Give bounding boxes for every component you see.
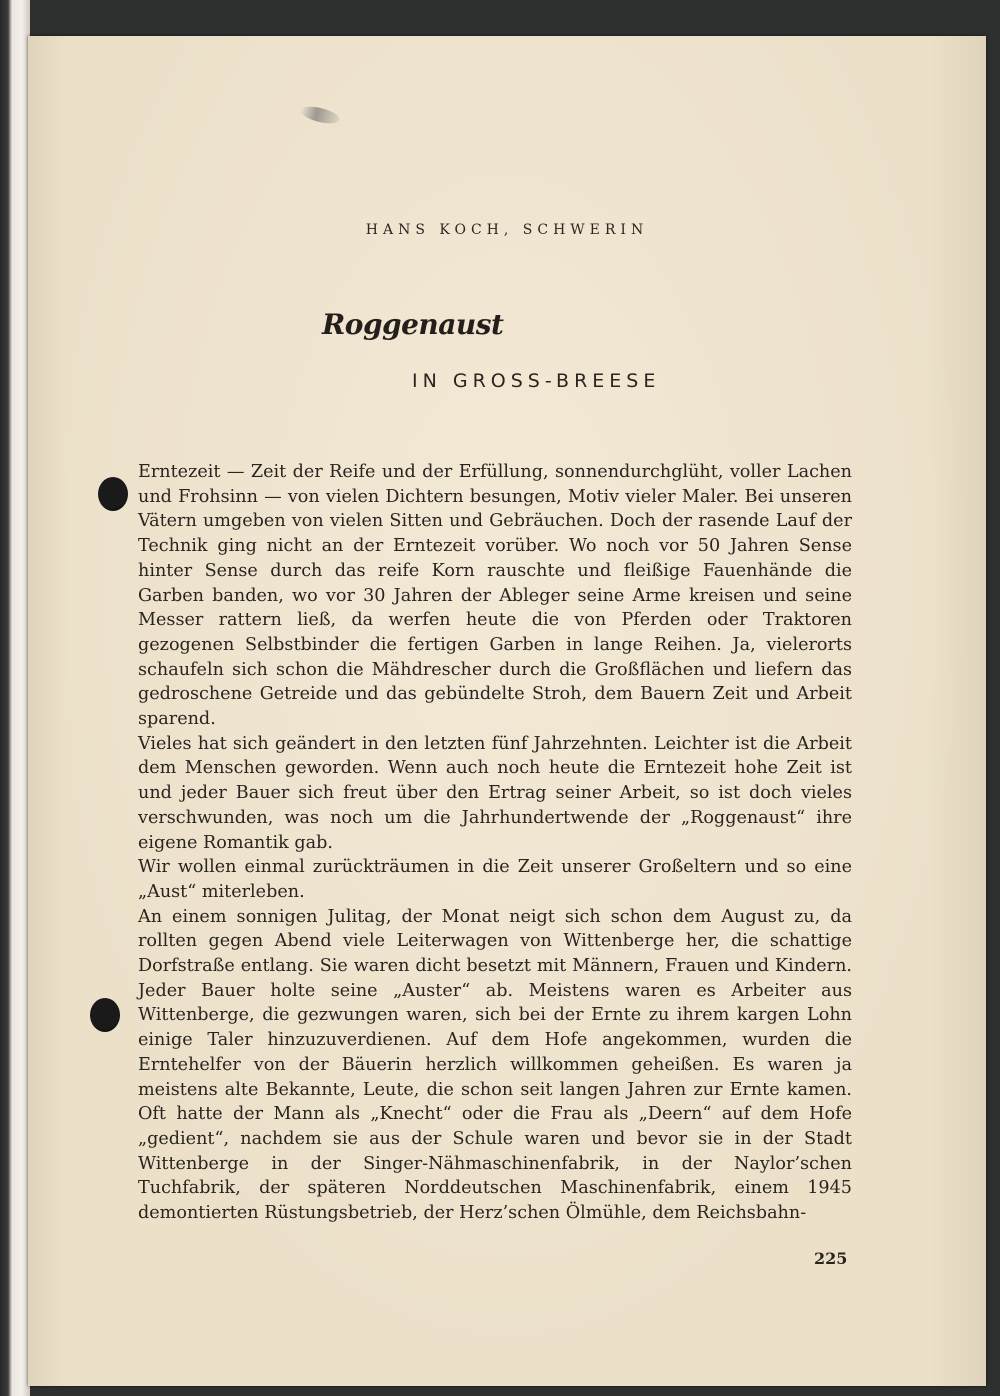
article-subtitle: IN GROSS-BREESE	[412, 370, 661, 392]
book-spine-edge	[0, 0, 30, 1396]
stain-mark	[299, 103, 341, 126]
paragraph: An einem sonnigen Julitag, der Monat neigt sich schon dem August zu, da rollten gegen Abend viele Leiterwagen von Wittenberge her, die schattige Dorfstraße entlang. Sie waren dicht besetzt mit Männern, Frauen und Kindern. Jeder Bauer holte seine „Auster“ ab. Meistens waren es Arbeiter aus Wittenberge, die gezwungen waren, sich bei der Ernte zu ihrem kargen Lohn einige Taler hinzuzuverdienen. Auf dem Hofe angekommen, wurden die Erntehelfer von der Bäuerin herzlich willkommen geheißen. Es waren ja meistens alte Bekannte, Leute, die schon seit langen Jahren zur Ernte kamen. Oft hatte der Mann als „Knecht“ oder die Frau als „Deern“ auf dem Hofe „gedient“, nachdem sie aus der Schule waren und bevor sie in der Stadt Wittenberge in der Singer-Nähmaschinenfabrik, in der Naylor’schen Tuchfabrik, der späteren Norddeutschen Maschinenfabrik, einem 1945 demontierten Rüstungsbetrieb, der Herz’schen Ölmühle, dem Reichsbahn-	[138, 906, 852, 1224]
article-title: Roggenaust	[322, 308, 504, 341]
page-number: 225	[814, 1249, 848, 1268]
punch-hole	[98, 477, 128, 511]
article-body	[138, 460, 852, 1226]
book-page	[28, 36, 986, 1386]
punch-hole	[90, 998, 120, 1032]
paragraph: Vieles hat sich geändert in den letzten fünf Jahrzehnten. Leichter ist die Arbeit dem Menschen geworden. Wenn auch noch heute die Erntezeit hohe Zeit ist und jeder Bauer sich freut über den Ertrag seiner Arbeit, so ist doch vieles verschwunden, was noch um die Jahrhundertwende der „Roggenaust“ ihre eigene Romantik gab.	[138, 733, 852, 853]
paragraph: Wir wollen einmal zurückträumen in die Zeit unserer Großeltern und so eine „Aust“ miterleben.	[138, 857, 852, 902]
paragraph: Erntezeit — Zeit der Reife und der Erfüllung, sonnendurchglüht, voller Lachen und Frohsinn — von vielen Dichtern besungen, Motiv vieler Maler. Bei unseren Vätern umgeben von vielen Sitten und Gebräuchen. Doch der rasende Lauf der Technik ging nicht an der Erntezeit vorüber. Wo noch vor 50 Jahren Sense hinter Sense durch das reife Korn rauschte und fleißige Fauenhände die Garben banden, wo vor 30 Jahren der Ableger seine Arme kreisen und seine Messer rattern ließ, da werfen heute die von Pferden oder Traktoren gezogenen Selbstbinder die fertigen Garben in lange Reihen. Ja, vielerorts schaufeln sich schon die Mähdrescher durch die Großflächen und liefern das gedroschene Getreide und das gebündelte Stroh, dem Bauern Zeit und Arbeit sparend.	[138, 462, 852, 730]
author-line: HANS KOCH, SCHWERIN	[365, 222, 649, 238]
